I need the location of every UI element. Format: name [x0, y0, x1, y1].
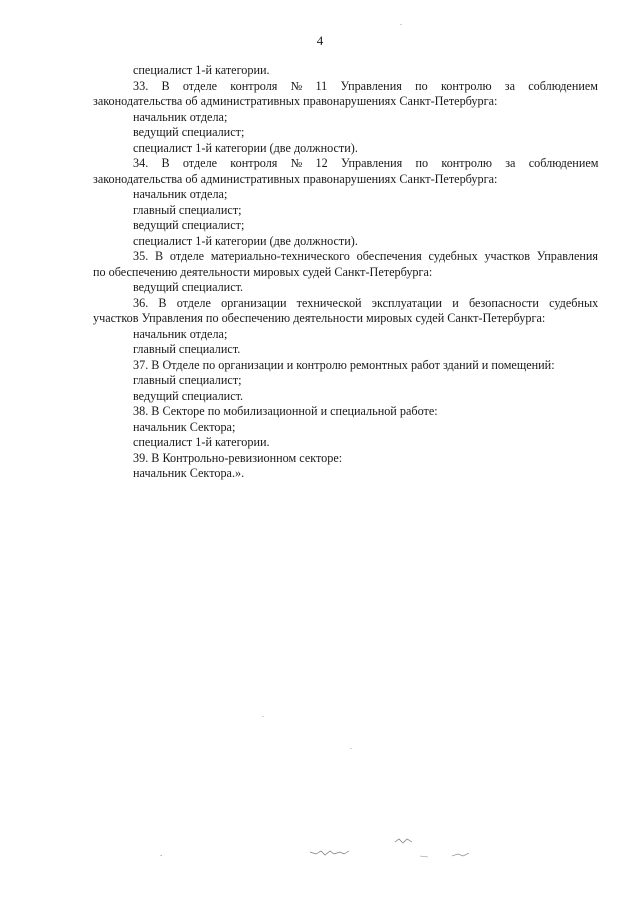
text-line: ведущий специалист.	[133, 388, 244, 403]
text-line: начальник Сектора;	[133, 419, 236, 434]
text-line: специалист 1-й категории (две должности).	[133, 233, 358, 248]
text-line: главный специалист;	[133, 202, 242, 217]
text-line: начальник отдела;	[133, 187, 228, 201]
text-line: 38. В Секторе по мобилизационной и специальной работе:	[133, 404, 438, 418]
text-line: специалист 1-й категории.	[133, 63, 270, 77]
scan-artifact: ·	[262, 714, 264, 721]
document-body	[93, 63, 598, 482]
scan-artifact: ·	[160, 852, 163, 860]
scan-artifact: ·	[350, 746, 352, 753]
text-line: 33. В отделе контроля № 11 Управления по контролю за соблюдением	[133, 78, 599, 93]
scan-artifact: ·	[400, 22, 402, 29]
scan-artifact-squiggle	[300, 830, 500, 870]
text-line: по обеспечению деятельности мировых судей Санкт-Петербурга:	[93, 264, 433, 279]
text-line: законодательства об административных правонарушениях Санкт-Петербурга:	[93, 171, 498, 186]
text-line: участков Управления по обеспечению деятельности мировых судей Санкт-Петербурга:	[93, 311, 546, 325]
text-line: 36. В отделе организации технической эксплуатации и безопасности судебных	[133, 295, 599, 310]
text-line: 35. В отделе материально-технического обеспечения судебных участков Управления	[133, 249, 599, 263]
text-line: ведущий специалист;	[133, 125, 245, 139]
text-line: начальник отдела;	[133, 326, 228, 341]
text-line: главный специалист.	[133, 342, 241, 356]
text-line: 39. В Контрольно-ревизионном секторе:	[133, 450, 343, 465]
text-line: ведущий специалист;	[133, 218, 245, 232]
text-line: законодательства об административных правонарушениях Санкт-Петербурга:	[93, 94, 498, 108]
text-line: главный специалист;	[133, 373, 242, 387]
text-line: ведущий специалист.	[133, 280, 244, 294]
text-line: начальник Сектора.».	[133, 466, 245, 480]
text-line: начальник отдела;	[133, 109, 228, 124]
text-line: специалист 1-й категории.	[133, 435, 270, 449]
text-line: специалист 1-й категории (две должности).	[133, 140, 358, 155]
page-number: 4	[316, 33, 324, 48]
text-line: 37. В Отделе по организации и контролю ремонтных работ зданий и помещений:	[133, 357, 555, 372]
text-line: 34. В отделе контроля № 12 Управления по контролю за соблюдением	[133, 156, 599, 170]
